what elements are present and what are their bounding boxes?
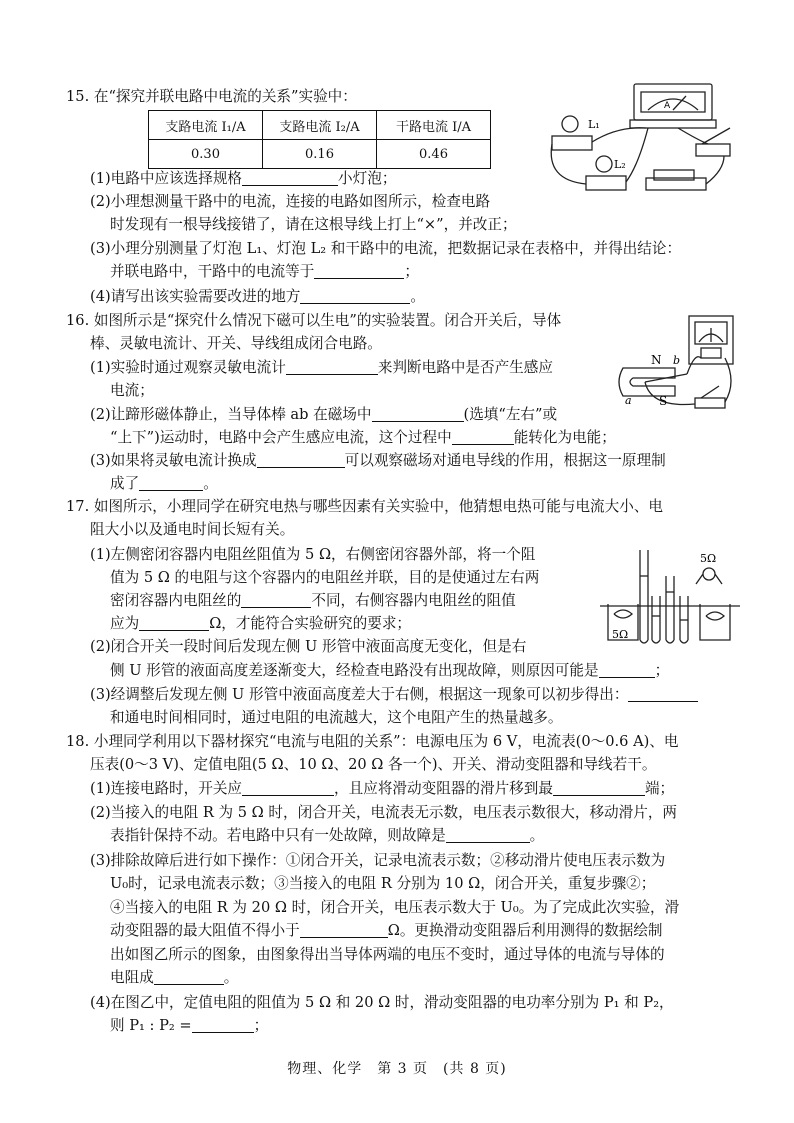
q17-part3-line1: (3)经调整后发现左侧 U 形管中液面高度差大于右侧，根据这一现象可以初步得出： (90, 684, 698, 706)
q15-part2-line1: (2)小理想测量干路中的电流，连接的电路如图所示，检查电路 (90, 193, 491, 210)
q18-part3-line2: U₀时，记录电流表示数；③当接入的电阻 R 分别为 10 Ω，闭合开关，重复步骤②； (110, 875, 656, 892)
q16-part3-line2: 成了 。 (110, 475, 218, 492)
q18-part3-line6: 电阻成 。 (110, 969, 239, 986)
q18-stem-line2: 压表(0～3 V)、定值电阻(5 Ω、10 Ω、20 Ω 各一个)、开关、滑动变阻器和导线若干。 (90, 756, 657, 773)
q18-part2-line2: 表指针保持不动。若电路中只有一处故障，则故障是 。 (110, 827, 545, 844)
q16-part3-line1: (3)如果将灵敏电流计换成 可以观察磁场对通电导线的作用，根据这一原理制 (90, 452, 666, 469)
q18-part4-line2: 则 P₁ : P₂ = ； (110, 1017, 269, 1034)
q16-induction-figure (615, 312, 740, 412)
q15-part4: (4)请写出该实验需要改进的地方 。 (90, 288, 426, 305)
q17-part2-line2: 侧 U 形管的液面高度差逐渐变大，经检查电路没有出现故障，则原因可能是 ； (110, 662, 670, 679)
q17-part1-line3: 密闭容器内电阻丝的 不同，右侧容器内电阻丝的阻值 (110, 592, 516, 609)
lamp-l2-label: L₂ (614, 158, 626, 171)
q16-part1-line2: 电流； (110, 382, 154, 399)
q15-part3-line1: (3)小理分别测量了灯泡 L₁、灯泡 L₂ 和干路中的电流，把数据记录在表格中，并得出结论： (90, 240, 682, 257)
q18-part3-line4: 动变阻器的最大阻值不得小于 Ω。更换滑动变阻器后利用测得的数据绘制 (110, 922, 663, 939)
q18-part4-line1: (4)在图乙中，定值电阻的阻值为 5 Ω 和 20 Ω 时，滑动变阻器的电功率分别为 P₁ 和 P₂， (90, 994, 674, 1011)
q16-part2-line2: “上下”)运动时，电路中会产生感应电流，这个过程中 能转化为电能； (110, 429, 616, 446)
table-cell: 0.30 (149, 140, 263, 169)
lamp-l1-label: L₁ (588, 118, 600, 131)
rod-end-a-label: a (625, 394, 632, 407)
q17-part1-line1: (1)左侧密闭容器内电阻丝阻值为 5 Ω，右侧密闭容器外部，将一个阻 (90, 546, 536, 563)
magnet-s-label: S (659, 394, 668, 408)
q15-data-table (148, 110, 491, 169)
q15-part1: (1)电路中应该选择规格 小灯泡； (90, 170, 397, 187)
q15-part2-line2: 时发现有一根导线接错了，请在这根导线上打上“×”，并改正； (110, 216, 517, 233)
q18-part1: (1)连接电路时，开关应 ，且应将滑动变阻器的滑片移到最 端； (90, 780, 675, 797)
q16-stem-line2: 棒、灵敏电流计、开关、导线组成闭合电路。 (90, 335, 382, 352)
q17-stem-line1: 17. 如图所示，小理同学在研究电热与哪些因素有关实验中，他猜想电热可能与电流大小、电 (66, 498, 664, 515)
page-footer: 物理、化学 第 3 页 (共 8 页) (287, 1061, 507, 1077)
q16-part2-line1: (2)让蹄形磁体静止，当导体棒 ab 在磁场中 (选填“左右”或 (90, 406, 558, 423)
table-header: 支路电流 I₁/A (149, 111, 263, 140)
q16-stem-line1: 16. 如图所示是“探究什么情况下磁可以生电”的实验装置。闭合开关后，导体 (66, 312, 562, 329)
q15-part3-line2: 并联电路中，干路中的电流等于 ； (110, 263, 419, 280)
rod-end-b-label: b (673, 354, 681, 367)
q17-part3-line2: 和通电时间相同时，通过电阻的电流越大，这个电阻产生的热量越多。 (110, 709, 563, 726)
ammeter-a-label: A (664, 101, 671, 111)
q17-part1-line2: 值为 5 Ω 的电阻与这个容器内的电阻丝并联，目的是使通过左右两 (110, 569, 540, 586)
magnet-n-label: N (651, 353, 662, 367)
q15-stem: 15. 在“探究并联电路中电流的关系”实验中： (66, 88, 357, 105)
q18-part3-line1: (3)排除故障后进行如下操作：①闭合开关，记录电流表示数；②移动滑片使电压表示数为 (90, 852, 666, 869)
q18-part2-line1: (2)当接入的电阻 R 为 5 Ω 时，闭合开关，电流表无示数，电压表示数很大，移动滑片，两 (90, 804, 678, 821)
q15-parallel-circuit-figure (548, 80, 738, 202)
q17-part2-line1: (2)闭合开关一段时间后发现左侧 U 形管中液面高度无变化，但是右 (90, 638, 527, 655)
q18-stem-line1: 18. 小理同学利用以下器材探究“电流与电阻的关系”：电源电压为 6 V，电流表(0～0.6 A)、电 (66, 733, 679, 750)
q17-joule-heating-figure (600, 536, 740, 648)
table-header: 干路电流 I/A (377, 111, 491, 140)
left-resistor-label: 5Ω (612, 628, 629, 641)
table-header: 支路电流 I₂/A (263, 111, 377, 140)
q18-part3-line5: 出如图乙所示的图象，由图象得出当导体两端的电压不变时，通过导体的电流与导体的 (110, 946, 665, 963)
q17-part1-line4: 应为 Ω，才能符合实验研究的要求； (110, 615, 412, 632)
table-cell: 0.16 (263, 140, 377, 169)
parallel-resistor-label: 5Ω (700, 552, 717, 565)
table-cell: 0.46 (377, 140, 491, 169)
q16-part1-line1: (1)实验时通过观察灵敏电流计 来判断电路中是否产生感应 (90, 359, 553, 376)
q17-stem-line2: 阻大小以及通电时间长短有关。 (90, 521, 295, 538)
q18-part3-line3: ④当接入的电阻 R 为 20 Ω 时，闭合开关，电压表示数大于 U₀。为了完成此次实验，滑 (110, 899, 680, 916)
